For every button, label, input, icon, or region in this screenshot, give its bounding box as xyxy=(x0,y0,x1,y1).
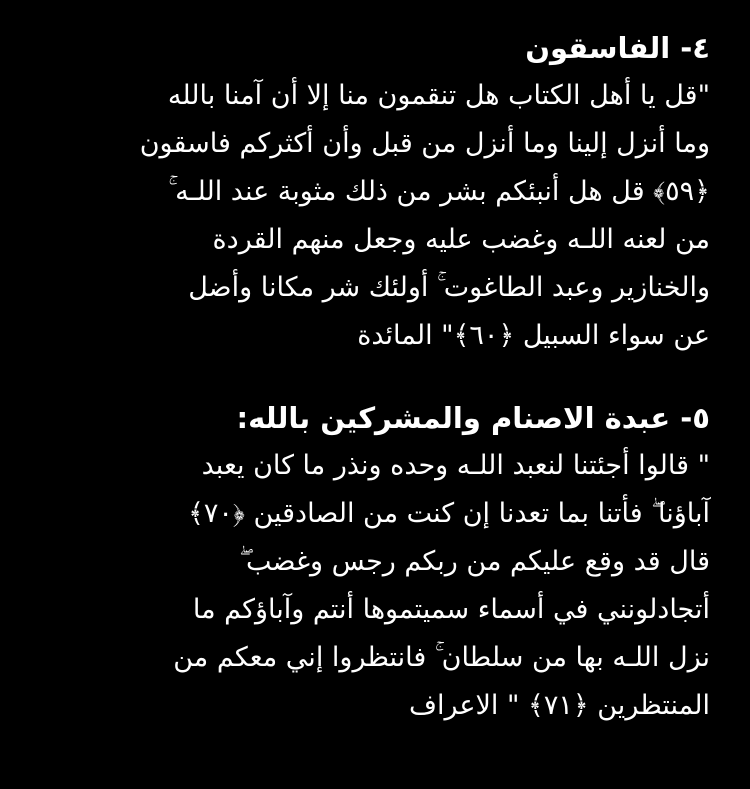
section-idol-worshippers xyxy=(62,394,710,730)
section-heading: ٤- الفاسقون xyxy=(525,31,710,65)
text-line: أتجادلونني في أسماء سميتموها أنتم وآباؤكم ما xyxy=(192,594,710,625)
section-heading: ٥- عبدة الاصنام والمشركين بالله: xyxy=(236,401,710,435)
text-line: "قل يا أهل الكتاب هل تنقمون منا إلا أن آمنا بالله xyxy=(167,80,710,111)
text-line: والخنازير وعبد الطاغوت ۚ أولئك شر مكانا وأضل xyxy=(188,272,710,303)
text-line: ﴿٥٩﴾ قل هل أنبئكم بشر من ذلك مثوبة عند اللـه ۚ xyxy=(168,176,710,207)
text-line: " قالوا أجئتنا لنعبد اللـه وحده ونذر ما كان يعبد xyxy=(201,450,710,481)
text-line: المنتظرين ﴿٧١﴾ " الاعراف xyxy=(409,690,710,721)
text-page xyxy=(62,24,710,730)
text-line: من لعنه اللـه وغضب عليه وجعل منهم القردة xyxy=(212,224,710,255)
text-line: آباؤنا ۖ فأتنا بما تعدنا إن كنت من الصادقين ﴿٧٠﴾ xyxy=(188,498,710,529)
text-line: قال قد وقع عليكم من ربكم رجس وغضب ۖ xyxy=(239,546,710,577)
text-line: وما أنزل إلينا وما أنزل من قبل وأن أكثركم فاسقون xyxy=(139,128,710,159)
text-line: عن سواء السبيل ﴿٦٠﴾" المائدة xyxy=(357,320,710,351)
text-line: نزل اللـه بها من سلطان ۚ فانتظروا إني معكم من xyxy=(173,642,710,673)
section-fasiqun xyxy=(62,24,710,360)
